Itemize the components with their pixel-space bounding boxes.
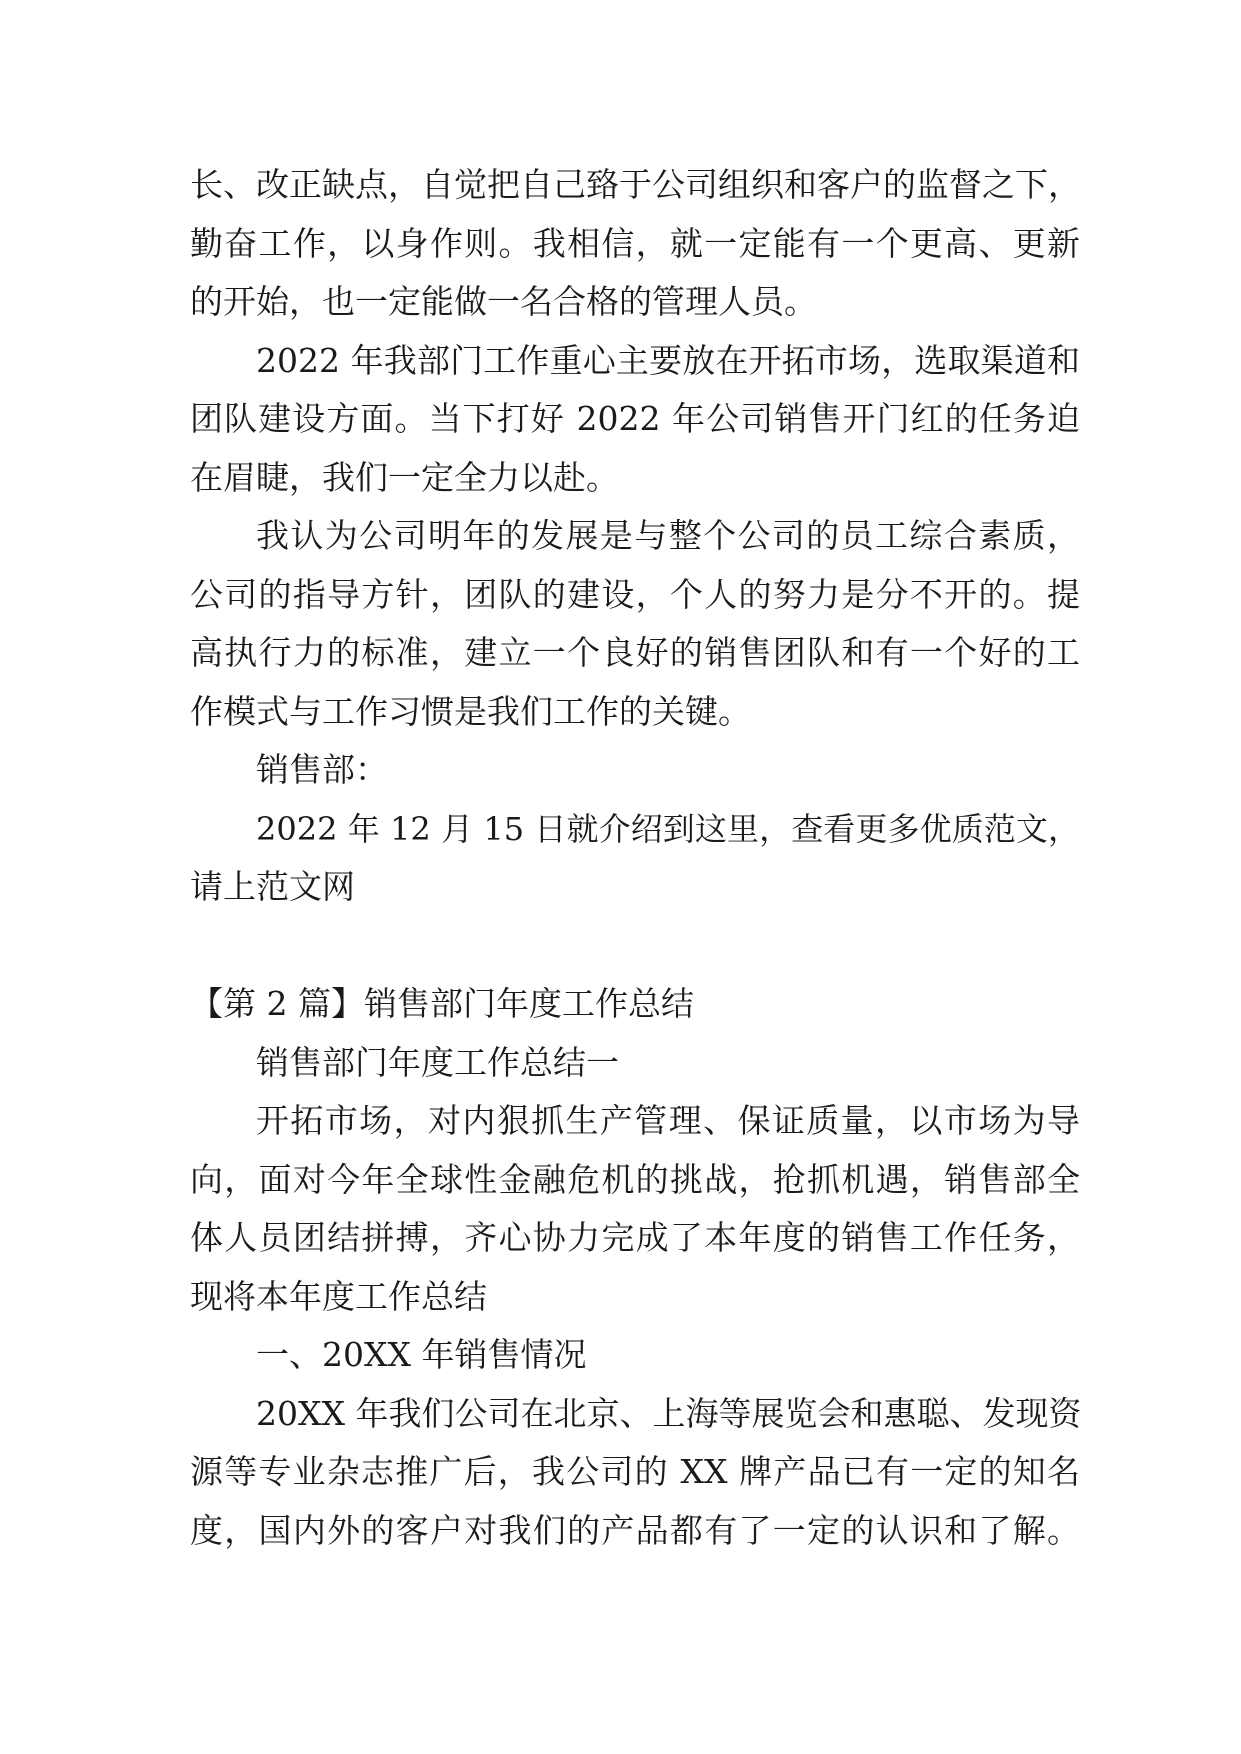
text-line: 高执行力的标准，建立一个良好的销售团队和有一个好的工	[190, 633, 1080, 672]
subsection-heading: 一、20XX 年销售情况	[256, 1335, 587, 1374]
text-line: 度，国内外的客户对我们的产品都有了一定的认识和了解。	[190, 1510, 1080, 1550]
text-line: 现将本年度工作总结	[190, 1276, 487, 1316]
paragraph-start-line: 2022 年我部门工作重心主要放在开拓市场，选取渠道和	[256, 340, 1080, 380]
text-line: 团队建设方面。当下打好 2022 年公司销售开门红的任务迫	[190, 399, 1080, 438]
paragraph-start-line: 我认为公司明年的发展是与整个公司的员工综合素质，	[256, 516, 1080, 555]
section-subtitle: 销售部门年度工作总结一	[256, 1042, 619, 1082]
paragraph-start-line: 开拓市场，对内狠抓生产管理、保证质量，以市场为导	[256, 1101, 1080, 1140]
text-line: 在眉睫，我们一定全力以赴。	[190, 457, 619, 497]
signature-department: 销售部：	[256, 750, 388, 789]
text-line: 请上范文网	[190, 867, 355, 906]
blank-line	[190, 917, 1080, 976]
text-line: 作模式与工作习惯是我们工作的关键。	[190, 691, 751, 731]
text-line: 体人员团结拼搏，齐心协力完成了本年度的销售工作任务，	[190, 1218, 1080, 1257]
document-body	[190, 156, 1080, 1560]
paragraph-start-line: 20XX 年我们公司在北京、上海等展览会和惠聪、发现资	[256, 1393, 1082, 1433]
text-line: 勤奋工作，以身作则。我相信，就一定能有一个更高、更新	[190, 223, 1080, 263]
text-line: 公司的指导方针，团队的建设，个人的努力是分不开的。提	[190, 574, 1080, 614]
text-line: 长、改正缺点，自觉把自己臵于公司组织和客户的监督之下，	[190, 165, 1081, 204]
text-line: 源等专业杂志推广后，我公司的 XX 牌产品已有一定的知名	[190, 1452, 1080, 1491]
text-line: 的开始，也一定能做一名合格的管理人员。	[190, 282, 817, 321]
text-line: 向，面对今年全球性金融危机的挑战，抢抓机遇，销售部全	[190, 1159, 1080, 1199]
paragraph-start-line: 2022 年 12 月 15 日就介绍到这里，查看更多优质范文，	[256, 809, 1080, 848]
section-heading: 【第 2 篇】销售部门年度工作总结	[190, 984, 694, 1023]
